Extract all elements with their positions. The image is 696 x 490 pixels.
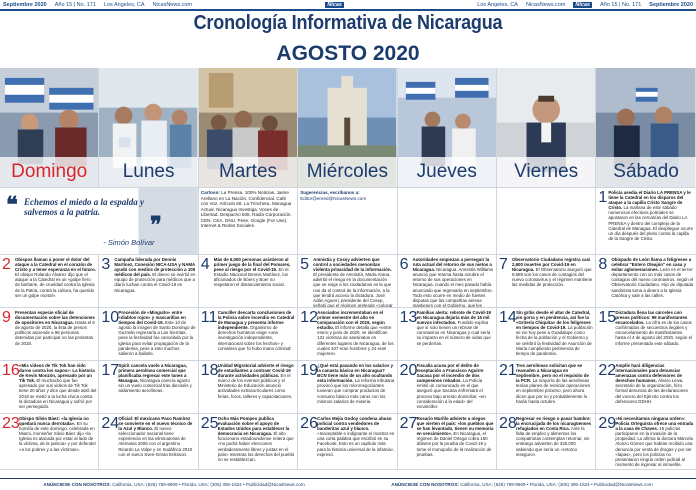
day-body: El alto funcionario estadounidense reitera que «no podrá haber elecciones verdaderamente libres y justas en el país» mientras los derechos del pueblo no se restablezcan. [217,431,295,462]
header-martes [199,68,298,188]
day-text [15,257,96,298]
day-number: 19 [300,362,318,379]
day-number: 1 [598,189,608,206]
day-number: 18 [200,362,219,379]
day-body: La cifra es de los casos confirmados de secuestros ilegales y encarcelamiento de manifestantes hasta el 4 de agosto del 2020, según el informe presentado este sábado. [615,320,692,346]
footer-ad-label: ANÚNCIESE CON NOSOTROS: [43,482,111,487]
day-cell-19 [298,361,397,414]
day-headline: Rosario Murillo advierte a niegos que vierten el país: «los pueblos que se han levantado, tienen su memoria en vencimiento». [416,416,494,437]
day-cell-25 [199,414,298,470]
day-number: 2 [2,256,11,273]
day-number: 29 [598,415,617,432]
day-cell-4 [199,255,298,308]
week-row-2 [0,255,696,308]
day-text [512,257,593,288]
day-cell-23 [0,414,99,470]
day-number: 24 [101,415,120,432]
day-headline: Policía asedia el Diario LA PRENSA y le tiene la Catedral en los disparos del ataque a la capilla Cristo Sangre de Cristo. [608,190,691,211]
day-text [114,257,195,293]
day-number: 5 [300,256,310,273]
day-number: 8 [598,256,608,273]
credits-label: Cartoon: [200,190,220,195]
day-body: El obispo Rolando Álvarez dijo que el ataque a la Catedral es un «golpe fiero de barbarie, de crueldad contra la Iglesia de la Patria, contra la cultura, ha querido ser un golpe mortal». [15,272,95,298]
day-cell-29 [596,414,695,470]
day-headline: «Ni necesitamos ninguna orden»: Policía Orteguista ofrece una entrada a la casa de Chaves. [615,416,694,432]
day-text [214,257,295,288]
weekday-label: Domingo [0,157,98,187]
day-text [218,416,295,462]
day-text [615,416,693,467]
footer [0,478,696,490]
nicas-logo: Nicas [327,1,342,8]
day-body: Ante la falta de empleo y alimentos los compatriotas contemplan retornar, sin embargo advierten de 325.000 sabiendo que sería un «retorno inseguro». [515,426,590,457]
footer-ad-contact-right[interactable]: California, USA: (626) 789-8909 • Florida, USA: (305) 306-1524 • Publicidad@NicasNews.com [460,482,653,487]
day-text [118,416,195,457]
day-cell-11 [199,308,298,361]
day-headline: Canciller descarta conclusiones de la Policía sobre incendio en Catedral de Managua y presenta informe independiente. [217,310,295,331]
day-text [417,363,494,409]
day-headline: Observatorio Ciudadano registra casi 2,600 muertes por Covid-19 en Nicaragua. [511,257,591,273]
credits-text [201,190,294,229]
week-row-4 [0,361,696,414]
day-body: En el Estadio Nacional Dennis Martínez, los aficionados de Bóers y Boer no respetaron el distanciamiento social. [213,267,289,288]
quote-panel [0,188,199,255]
day-headline: Autoridades empiezan a perseguir la ruta actual del retorno de sus nietos a Nicaragua. [412,257,492,273]
day-text [15,310,96,346]
day-text [19,416,96,452]
day-number: 13 [399,309,418,326]
day-cell-5 [298,255,397,308]
weekday-label: Viernes [497,157,595,187]
weekday-label: Lunes [99,157,197,187]
day-cell-24 [99,414,198,470]
issue-number: Año 15 | No. 171 [54,1,96,8]
city-label: Los Angeles, CA [103,1,145,8]
empty-fri [497,188,596,255]
day-headline: Amplíe hará diligencias internacionales para denunciar amenazas contra defensores de derechos humanos. [615,363,682,384]
day-body: Nicaragua carecía agosto sin un vuelo comercial tras dieciséis y aislamiento aerolíneas. [118,378,192,394]
day-cell-6 [398,255,497,308]
credits-panel [199,188,298,255]
day-cell-14 [497,308,596,361]
day-cell-18 [199,361,298,414]
day-cell-22 [596,361,695,414]
day-cell-13 [398,308,497,361]
day-text [317,416,394,457]
day-headline: Unidad Migratorial advierte el riesgo de estudiantes a contraer Covid-19 durante actividades públicas. [217,363,294,379]
day-headline: Obispo Silvio Báez: «la Iglesia no quedará nunca derrotada». [19,416,89,427]
day-number: 28 [498,415,517,432]
day-cell-20 [398,361,497,414]
day-headline: Familias alerta: rebrote de Covid-19 en Nicaragua dejaría más de 15 mil nuevos infectados. [416,310,491,326]
calendar-grid [0,68,696,470]
day-text [608,190,694,241]
footer-ad-contact[interactable]: California, USA: (626) 789-8909 • Florida, USA: (305) 306-1524 • Publicidad@NicasNews.com [112,482,305,487]
quote-text: Echemos el miedo a la espalda y salvemos a la patria. [24,197,144,217]
week-row-1 [0,188,696,255]
day-headline: ¿Qué está pasando en los salarios y la canasta básica en Nicaragua? BCN tiene más de un año ocultando esta información. [317,363,394,384]
footer-ad-right [391,482,652,487]
day-body: La Policía emitió un comunicado en el que aseguró que Sacasa enfrentará el proceso bajo arresto domiciliar, «en consideración a la edad» del excanciller. [416,378,486,409]
day-cell-1 [596,188,696,255]
day-body: El muchacho que fue apresado por sus videos de Tik Tok tiene 20 años y dice que desde abril del 2018 se metió a la lucha cívica contra la dictadura en Nicaragua y sufrió por ser perseguido. [19,378,97,409]
day-text [611,257,693,298]
day-body: El informe detalla que «entre enero y junio de 2020, se identifican 131 víctimas de asesinatos en diferentes lugares de Nicaragua, de los cuales 107 eran hombres y 24 eran mujeres». [317,325,394,356]
issue-date: Septiembre 2020 [3,1,47,8]
day-body: El nuevo seleccionador nacional tiene experiencia en las eliminatorias de Alemania 2006 con el argentino Ricardo La Volpe y en Sudáfrica 2010 con el sueco Sven-Göran Eriksson. [118,426,193,457]
day-number: 21 [498,362,517,379]
day-body: Fundido explica que sí solo tienen un rebrote de coronavirus en Nicaragua y cual sería su impacto en el número de vidas que se perderían. [416,320,491,346]
page-subtitle: AGOSTO 2020 [276,42,420,65]
day-number: 15 [598,309,617,326]
page-title: Cronología Informativa de Nicaragua [193,12,503,34]
day-number: 4 [200,256,210,273]
day-headline: Dictadura llena las cárceles con presos políticos: 99 manifestantes encarcelados. [615,310,688,326]
day-number: 25 [200,415,219,432]
day-text [317,363,394,404]
day-body: En su homilía de este domingo, celebrada en Miami, monseñor Silvio Báez dijo «la Iglesia es atacada por estar al lado de la víctima, de la justicia» y por defender «a los pobres y a las víctimas». [19,421,97,452]
day-headline: Obispado de León llama a feligreses a celebrar "Entero Oleajón" en casa y evitar aglomeraciones. [611,257,692,273]
header-miercoles [298,68,397,188]
day-cell-3 [99,255,198,308]
day-number: 9 [2,309,11,326]
subs-text [300,190,393,201]
close-quote-icon: ❞ [150,212,162,237]
day-cell-9 [0,308,99,361]
day-text [317,310,394,356]
issue-number-right: Año 15 | No. 171 [600,1,642,8]
week-row-3 [0,308,696,361]
day-number: 10 [101,309,120,326]
day-headline: Regresar es riesgo o pasar hambre: la encrucijada de los nicaragüenses refugiados en Costa Rica. [515,416,592,432]
weekday-label: Sábado [596,157,695,187]
day-text [615,363,693,404]
day-cell-12 [298,308,397,361]
day-text [313,257,394,308]
footer-ad-label-right: ANÚNCIESE CON NOSOTROS: [391,482,459,487]
day-headline: Spirit cancela vuelo a Nicaragua, primera aerolínea comercial que planificaba regresar este lunes a Managua. [118,363,187,384]
subscriptions-panel [298,188,397,255]
day-headline: Procesión de «Minguito» entre «diablos rojos» y mascarillas en tiempos del Covid-19. [118,310,186,326]
subs-email[interactable]: Editor@enred@NicasNews.com [300,195,367,201]
day-body: «Inaceptable e indignante el mostrar en una corta palabra que escribió en su Facebook. Esto es un capítulo más para la historia universal de la infamia», expresó. [317,431,395,457]
day-body: La población se vio hoy pese a Guadalupe como fecha de la población y el Gobierno y se celebró la festividad de Asunción de María cumpliendo pertinencia de tiempo de pandemia. [515,325,593,356]
site-label-right: NicasNews.com [525,1,566,8]
header-domingo [0,68,99,188]
day-headline: Amnistía y Cossy advierten que control a sociedades menonitas violenta privacidad de la información. [313,257,392,273]
day-body: La reforma tributaria provocó que los micronegociantes tuvieran que comprar productos de consumo básico más caros con los mismos salarios de miseria. [317,378,395,404]
day-cell-15 [596,308,695,361]
top-divider [0,9,696,11]
day-headline: Carlos Mejía Godoy condena abuso policial contra vendedores de banderitas azul y blanco. [317,416,392,432]
day-headline: Obispos llaman a poner el dolor del ataque a la Catedral en el corazón de Cristo y a tener esperanza en el futuro. [15,257,97,273]
day-headline: Campaña liderada por Dennis Martínez, Conexión NICA-USA y NAMA ayudó con medios de protección a 100 médicos del país. [114,257,196,278]
day-body: Nicaragua. Amnistía Williams anunció que retoma hasta octubre el retorno de sus operaciones en Nicaragua, cuando el mes pasado había anunciado que regresaría en septiembre. Todo esto ocurre en medio de fuertes disputas que las compañías aéreas mantienen con el Gobierno, que les [412,267,494,308]
day-cell-17 [99,361,198,414]
day-text [516,310,593,356]
weekday-label: Miércoles [298,157,396,187]
day-headline: Oficial: El mexicano Paco Ramírez se convierte en el nuevo técnico de la Azul y Blanco. [118,416,193,432]
day-body: Este 10 de agosto la imagen de Santo Domingo de Guzmán regresaría a Las Sierritas, pese la festividad fue cancelada por la iglesia para evitar propagación de la pandemia, pese a esto muchos salieron a bailarle. [118,320,196,356]
day-headline: «Mis videos de Tik Tok han sido duros contra los sapos»: La historia de Kevin Monzón, apresado por un Tik Tok. [19,363,95,384]
day-number: 16 [2,362,20,379]
day-text [615,310,693,346]
day-text [417,310,494,346]
day-body: En el marco de los eventos públicos y el Ministerio de Educación anunció actividades extracurriculares como ferias, foros, talleres y capacitaciones. [217,373,293,399]
day-number: 27 [399,415,418,432]
day-text [516,363,593,404]
day-number: 17 [101,362,120,379]
week-row-5 [0,414,696,470]
day-body: El Observatorio aseguró que 9,669 son los casos de contagios del nuevo coronavirus y el régimen mantiene las medidas de protección. [511,267,593,288]
day-body: Organismo de derechos humanos exige «una investigación independiente, internacional sobre los hechos» y considera que 'lo hubo mano criminal'. [217,325,293,351]
day-body: Hasta el 6 de agosto de 2020, la lista de presos políticos asciende a 98 personas detenidas por participar en las protestas de 2018. [15,320,95,346]
day-body: El dinero se invirtió en equipo de protección para médicos que a diario luchan contra el Covid-19 en Nicaragua. [114,272,196,293]
weekday-label: Martes [199,157,297,187]
day-number: 11 [200,309,218,326]
day-body: La mañana de este sábado numerosos efectivos policiales se apostaron en las cercanías del Diario LA PRENSA y dentro del complejo de la Catedral de Managua. El despliegue ocurre un día después del pleito contra la capilla de la Sangre de Cristo. [608,205,694,241]
header-lunes [99,68,198,188]
day-text [516,416,593,457]
footer-ad-left [43,482,304,487]
day-text [417,416,494,457]
open-quote-icon: ❝ [6,192,18,217]
day-body: El presidente de Amnistía, Marta Arana, advirtió el riesgo en la documentación que se exige a los ciudadanos es la que nos da el control de la información, a la que tendrá acceso la dictadura. José Adán Aguerri, presidente del Cosep, señaló que el régimen pretende «colocar [313,272,393,308]
top-bar [0,0,696,9]
header-jueves [398,68,497,188]
day-text [413,257,494,308]
day-text [218,363,295,399]
day-headline: Sin gritis desde el altar de Catedral, sin gorra y en penitencia, así fue la «Gritería Chiquita» de los feligreses en tiempos de Covid-19. [515,310,591,331]
header-sabado [596,68,695,188]
day-headline: Más de 5,000 personas asistieron al primer juego de la final del Pomares, pese al riesgo por el Covid-19. [213,257,291,273]
day-headline: Tres aerolíneas solicitan que se reanuden a Nicaragua en septiembre, pero no el requisito de la PCR. [515,363,589,384]
logo-right: Nicas [575,1,591,8]
day-headline: Asociados incrementaban en el primer semestre del año en comparación con el 2019, según estudio. [317,310,385,331]
day-cell-28 [497,414,596,470]
day-headline: Presentan especie oficial de documentación sobre las detenciones de opositores en Nicaragua. [15,310,95,326]
city-label-right: Los Angeles, CA [477,1,518,8]
day-number: 7 [498,256,508,273]
credits-body: La Prensa. 100% Noticias. Jaime Arellano en La Nación. Confidencial. Café con Voz. Artículo 66. La Trinchera. Managua Actual. Nicaragua Investiga. Voces de Libertad. Despacho 505. Radio Corporación. CEN. CEA. DNU. Pese. Google (For Use). Internet & Redes Sociales. [200,190,292,228]
day-cell-27 [398,414,497,470]
day-number: 3 [101,256,111,273]
day-number: 20 [399,362,418,379]
day-body: En Nicaragua, el régimen de Daniel Ortega cobra 150 dólares por la prueba de Covid-19 y tome el monopolio de la realización de pruebas. [416,431,492,457]
day-number: 6 [399,256,409,273]
day-body: 15 policías participaron en la invasión de la propiedad. Lo afirma la doctora Marcela Alonzo Gómez que habían recibido una denuncia por venta de drogas y por ser «lapas», pero los policías no presentaron ningún orden judicial al momento de ingresar al inmueble. [615,426,693,467]
day-cell-8 [596,255,695,308]
day-cell-7 [497,255,596,308]
day-cell-10 [99,308,198,361]
weekday-header-row [0,68,696,188]
day-headline: Ocho Más Pompeo publica evaluación sobre el apoyo de Estados Unidos para establecer la democracia en Nicaragua. [217,416,290,437]
day-number: 14 [498,309,517,326]
quote-author: - Simón Bolívar [103,238,155,247]
day-body: La mayoría de las aerolíneas tenían planes de reiniciar operaciones en septiembre próximo, pero ahora dicen que por no y probablemente lo harán hasta octubre. [515,378,591,404]
day-body: León es el tercer departamento con un más casos de contagios del nuevo coronavirus, según el Observatorio Ciudadano. Hijo de diputada sandinista toma a dinero a la Iglesia Católica y sale a las calles. [611,267,694,298]
day-cell-2 [0,255,99,308]
site-label: NicasNews.com [152,1,193,8]
subs-label: Sugerencias, escribanos a: [300,190,360,195]
day-text [118,363,195,394]
header-viernes [497,68,596,188]
day-text [19,363,96,409]
day-text [218,310,295,351]
empty-thu [398,188,497,255]
day-cell-21 [497,361,596,414]
day-body: Álvaro Leiva, secretario de la organización, hizo formal denuncia de las declaraciones del vocero del Ejército contra los defensores DDHH. [615,378,688,404]
day-text [118,310,195,356]
issue-date-right: Septiembre 2020 [649,1,693,8]
day-headline: Fiscalía acusa por el delito de receptación a Francisco Aguirre Sacasa por el incendio de dos campesinos robados. [416,363,484,384]
day-number: 22 [598,362,617,379]
weekday-label: Jueves [398,157,496,187]
day-number: 26 [300,415,318,432]
day-number: 23 [2,415,20,432]
day-number: 12 [300,309,318,326]
day-cell-26 [298,414,397,470]
day-cell-16 [0,361,99,414]
